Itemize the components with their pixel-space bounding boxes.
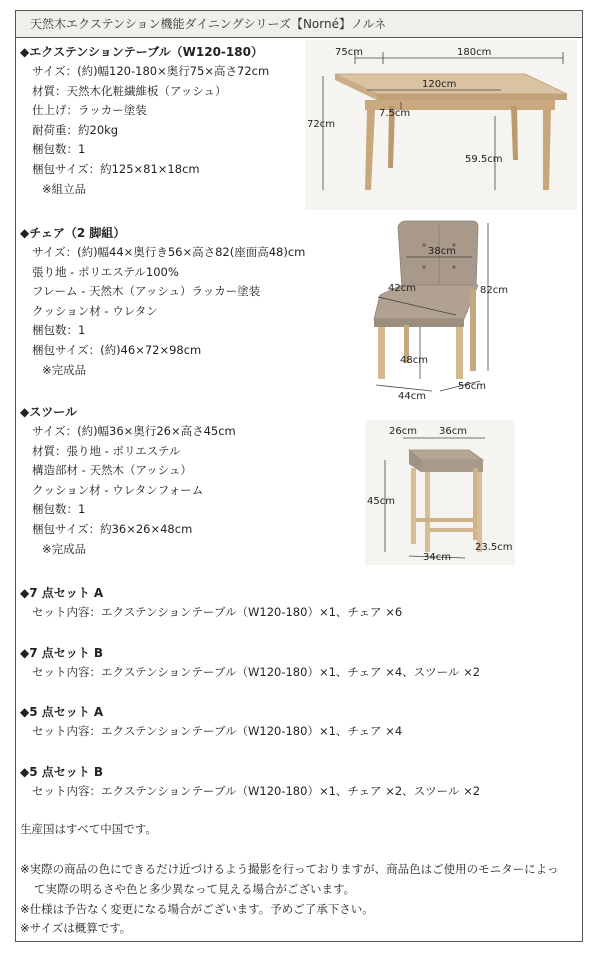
chair-spec-line: 梱包数：1 [32, 323, 86, 338]
table-spec-line: 耐荷重：約20kg [32, 122, 119, 137]
set-content: セット内容：エクステンションテーブル（W120-180）×1、チェア ×4、スツール ×2 [32, 665, 481, 679]
footnote: ※実際の商品の色にできるだけ近づけるよう撮影を行っておりますが、商品色はご使用のモニターによっ [20, 862, 559, 876]
dim-59-5: 59.5cm [465, 154, 503, 165]
set-5b [20, 762, 480, 802]
dim-26: 26cm [389, 426, 417, 437]
footnote: ※仕様は予告なく変更になる場合がございます。予めご了承下さい。 [20, 902, 374, 916]
stool-spec-note: ※完成品 [42, 541, 87, 556]
dim-34: 34cm [423, 552, 451, 563]
footnote: て実際の明るさや色と多少異なって見える場合がございます。 [34, 882, 356, 896]
stool-spec-line: 構造部材 - 天然木（アッシュ） [32, 463, 192, 478]
set-7b [20, 643, 480, 683]
table-spec-line: サイズ：(約)幅120-180×奥行75×高さ72cm [32, 64, 270, 78]
table-spec-line: 材質：天然木化粧繊維板（アッシュ） [32, 83, 227, 98]
dim-48: 48cm [400, 355, 428, 366]
stool-dimension-diagram [365, 420, 515, 565]
dim-75: 75cm [335, 47, 363, 58]
set-title: ◆5 点セット B [20, 765, 104, 779]
dim-45: 45cm [367, 496, 395, 507]
set-7a [20, 583, 402, 623]
set-5a [20, 702, 402, 742]
set-content: セット内容：エクステンションテーブル（W120-180）×1、チェア ×4 [32, 724, 403, 738]
chair-spec-note: ※完成品 [42, 362, 87, 377]
dim-42: 42cm [388, 283, 416, 294]
chair-spec-section [20, 223, 305, 380]
table-spec-note: ※組立品 [42, 181, 87, 196]
chair-spec-title: ◆チェア（2 脚組） [20, 226, 126, 240]
table-spec-line: 仕上げ：ラッカー塗装 [32, 103, 147, 118]
table-spec-title: ◆エクステンションテーブル（W120-180） [20, 45, 263, 59]
table-spec-section [20, 42, 269, 199]
page-header: 天然木エクステンション機能ダイニングシリーズ【Norné】ノルネ [16, 11, 582, 38]
dim-72: 72cm [307, 119, 335, 130]
table-dimension-diagram [305, 40, 577, 210]
set-title: ◆7 点セット A [20, 586, 104, 600]
chair-spec-line: フレーム - 天然木（アッシュ）ラッカー塗装 [32, 284, 261, 299]
stool-spec-line: 材質：張り地 - ポリエステル [32, 443, 181, 458]
footnote: ※サイズは概算です。 [20, 921, 132, 935]
dim-82: 82cm [480, 285, 508, 296]
stool-spec-line: 梱包数：1 [32, 502, 86, 517]
table-spec-line: 梱包数：1 [32, 142, 86, 157]
chair-spec-line: クッション材 - ウレタン [32, 303, 158, 318]
chair-spec-line: 梱包サイズ：(約)46×72×98cm [32, 342, 202, 357]
stool-spec-line: クッション材 - ウレタンフォーム [32, 482, 204, 497]
dim-56: 56cm [458, 381, 486, 392]
set-title: ◆5 点セット A [20, 705, 104, 719]
dim-23-5: 23.5cm [475, 542, 513, 553]
dim-44: 44cm [398, 391, 426, 402]
dim-120: 120cm [422, 79, 457, 90]
table-spec-line: 梱包サイズ：約125×81×18cm [32, 161, 200, 176]
chair-dimension-diagram [360, 215, 530, 410]
dim-36: 36cm [439, 426, 467, 437]
chair-spec-line: 張り地 - ポリエステル100% [32, 264, 179, 279]
dim-7-5: 7.5cm [379, 108, 411, 119]
dim-38: 38cm [428, 246, 456, 257]
stool-spec-line: サイズ：(約)幅36×奥行26×高さ45cm [32, 424, 236, 438]
chair-spec-line: サイズ：(約)幅44×奥行き56×高さ82(座面高48)cm [32, 245, 306, 259]
dim-180: 180cm [457, 47, 492, 58]
origin-text: 生産国はすべて中国です。 [20, 822, 157, 836]
stool-spec-line: 梱包サイズ：約36×26×48cm [32, 521, 193, 536]
set-content: セット内容：エクステンションテーブル（W120-180）×1、チェア ×6 [32, 605, 403, 619]
stool-spec-section [20, 402, 236, 559]
stool-spec-title: ◆スツール [20, 405, 77, 419]
set-title: ◆7 点セット B [20, 646, 104, 660]
set-content: セット内容：エクステンションテーブル（W120-180）×1、チェア ×2、スツール ×2 [32, 784, 481, 798]
